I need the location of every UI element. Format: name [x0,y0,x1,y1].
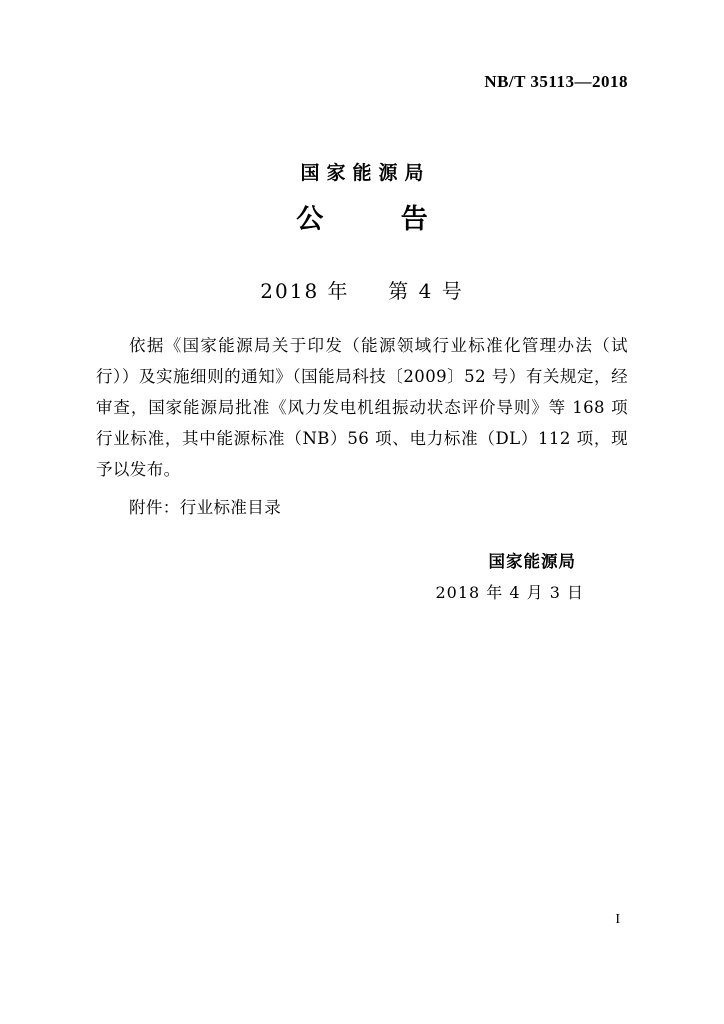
signature-organization: 国家能源局 [488,552,576,571]
body-paragraph: 依据《国家能源局关于印发（能源领域行业标准化管理办法（试行））及实施细则的通知》（国能局科技〔2009〕52 号）有关规定，经审查，国家能源局批准《风力发电机组振动状态评价导则》等 168 项行业标准，其中能源标准（NB）56 项、电力标准（DL）112 项，现予以发布。 [96,336,628,479]
document-number-year: 2018 年 [260,279,350,303]
document-type-heading: 公 告 [296,204,462,235]
document-number-issue: 第 4 号 [388,279,464,303]
document-number-line [0,275,724,304]
standard-number: NB/T 35113—2018 [484,72,628,91]
attachment-line: 附件：行业标准目录 [129,498,282,517]
page-number: I [615,912,620,927]
body-text [96,330,628,485]
signature-date: 2018 年 4 月 3 日 [435,583,584,602]
issuing-organization-title: 国家能源局 [300,162,431,184]
